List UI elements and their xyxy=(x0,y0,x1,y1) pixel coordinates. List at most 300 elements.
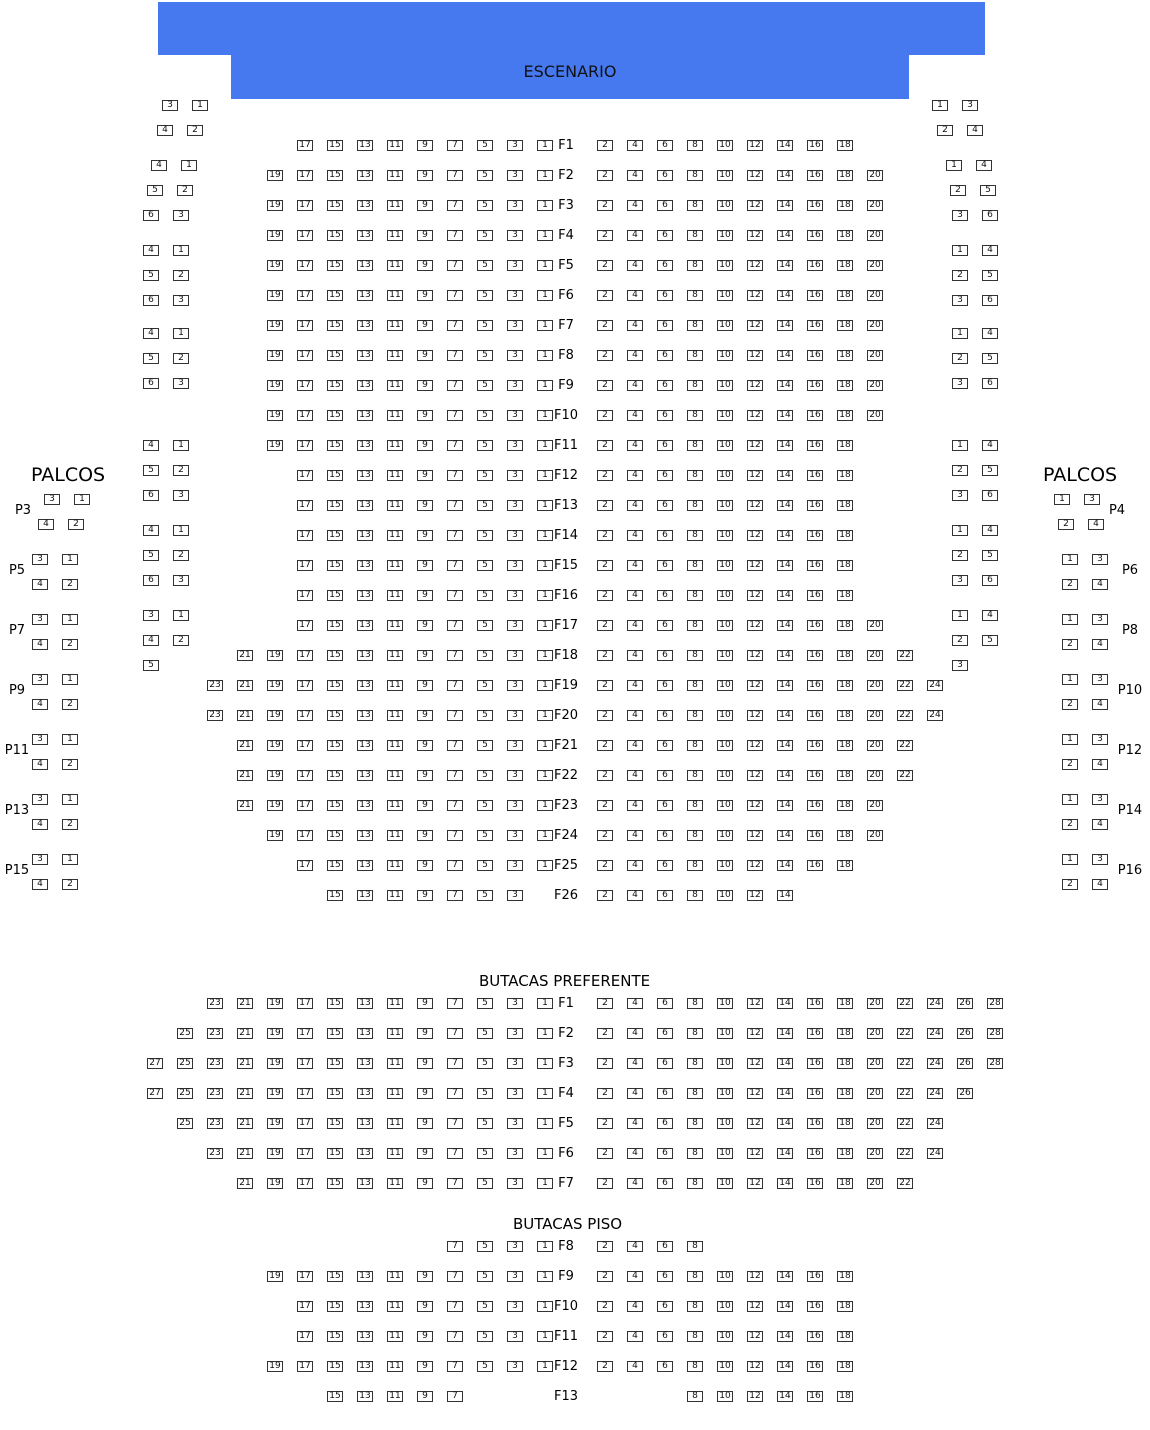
platea-seat[interactable]: 13 xyxy=(357,650,373,661)
platea-seat[interactable]: 2 xyxy=(597,650,613,661)
platea-seat[interactable]: 17 xyxy=(297,740,313,751)
preferente-seat[interactable]: 18 xyxy=(837,1178,853,1189)
piso-seat[interactable]: 11 xyxy=(387,1301,403,1312)
platea-seat[interactable]: 2 xyxy=(597,590,613,601)
platea-seat[interactable]: 15 xyxy=(327,140,343,151)
platea-seat[interactable]: 15 xyxy=(327,590,343,601)
box-right-seat[interactable]: 3 xyxy=(1092,794,1108,805)
box-left-seat[interactable]: 3 xyxy=(32,614,48,625)
preferente-seat[interactable]: 12 xyxy=(747,998,763,1009)
platea-seat[interactable]: 1 xyxy=(537,230,553,241)
platea-seat[interactable]: 20 xyxy=(867,350,883,361)
box-left-seat[interactable]: 4 xyxy=(38,519,54,530)
platea-seat[interactable]: 1 xyxy=(537,170,553,181)
preferente-seat[interactable]: 21 xyxy=(237,998,253,1009)
platea-seat[interactable]: 15 xyxy=(327,890,343,901)
platea-seat[interactable]: 4 xyxy=(627,500,643,511)
platea-seat[interactable]: 16 xyxy=(807,800,823,811)
side-left-seat[interactable]: 4 xyxy=(143,525,159,536)
piso-seat[interactable]: 12 xyxy=(747,1331,763,1342)
platea-seat[interactable]: 16 xyxy=(807,410,823,421)
platea-seat[interactable]: 6 xyxy=(657,230,673,241)
platea-seat[interactable]: 6 xyxy=(657,860,673,871)
platea-seat[interactable]: 20 xyxy=(867,770,883,781)
platea-seat[interactable]: 12 xyxy=(747,500,763,511)
preferente-seat[interactable]: 6 xyxy=(657,1148,673,1159)
preferente-seat[interactable]: 21 xyxy=(237,1178,253,1189)
platea-seat[interactable]: 15 xyxy=(327,680,343,691)
platea-seat[interactable]: 15 xyxy=(327,860,343,871)
platea-seat[interactable]: 9 xyxy=(417,410,433,421)
platea-seat[interactable]: 8 xyxy=(687,590,703,601)
preferente-seat[interactable]: 17 xyxy=(297,1088,313,1099)
platea-seat[interactable]: 6 xyxy=(657,680,673,691)
preferente-seat[interactable]: 1 xyxy=(537,998,553,1009)
preferente-seat[interactable]: 4 xyxy=(627,1058,643,1069)
platea-seat[interactable]: 7 xyxy=(447,260,463,271)
side-right-seat[interactable]: 4 xyxy=(967,125,983,136)
side-right-seat[interactable]: 2 xyxy=(952,270,968,281)
box-right-seat[interactable]: 4 xyxy=(1092,759,1108,770)
platea-seat[interactable]: 20 xyxy=(867,290,883,301)
platea-seat[interactable]: 14 xyxy=(777,890,793,901)
platea-seat[interactable]: 9 xyxy=(417,770,433,781)
platea-seat[interactable]: 12 xyxy=(747,350,763,361)
platea-seat[interactable]: 14 xyxy=(777,200,793,211)
platea-seat[interactable]: 14 xyxy=(777,320,793,331)
platea-seat[interactable]: 20 xyxy=(867,620,883,631)
platea-seat[interactable]: 9 xyxy=(417,380,433,391)
platea-seat[interactable]: 9 xyxy=(417,740,433,751)
platea-seat[interactable]: 22 xyxy=(897,680,913,691)
platea-seat[interactable]: 9 xyxy=(417,650,433,661)
platea-seat[interactable]: 16 xyxy=(807,170,823,181)
platea-seat[interactable]: 11 xyxy=(387,740,403,751)
preferente-seat[interactable]: 19 xyxy=(267,1028,283,1039)
preferente-seat[interactable]: 20 xyxy=(867,998,883,1009)
platea-seat[interactable]: 3 xyxy=(507,530,523,541)
preferente-seat[interactable]: 11 xyxy=(387,1088,403,1099)
platea-seat[interactable]: 17 xyxy=(297,140,313,151)
platea-seat[interactable]: 15 xyxy=(327,350,343,361)
platea-seat[interactable]: 17 xyxy=(297,770,313,781)
preferente-seat[interactable]: 10 xyxy=(717,1058,733,1069)
side-right-seat[interactable]: 1 xyxy=(932,100,948,111)
platea-seat[interactable]: 17 xyxy=(297,590,313,601)
piso-seat[interactable]: 17 xyxy=(297,1301,313,1312)
platea-seat[interactable]: 19 xyxy=(267,650,283,661)
platea-seat[interactable]: 6 xyxy=(657,350,673,361)
side-right-seat[interactable]: 3 xyxy=(952,490,968,501)
platea-seat[interactable]: 12 xyxy=(747,200,763,211)
preferente-seat[interactable]: 11 xyxy=(387,1178,403,1189)
piso-seat[interactable]: 8 xyxy=(687,1301,703,1312)
box-right-seat[interactable]: 1 xyxy=(1054,494,1070,505)
preferente-seat[interactable]: 4 xyxy=(627,1148,643,1159)
platea-seat[interactable]: 17 xyxy=(297,320,313,331)
platea-seat[interactable]: 14 xyxy=(777,710,793,721)
platea-seat[interactable]: 4 xyxy=(627,230,643,241)
preferente-seat[interactable]: 5 xyxy=(477,1088,493,1099)
side-right-seat[interactable]: 4 xyxy=(982,525,998,536)
platea-seat[interactable]: 6 xyxy=(657,290,673,301)
platea-seat[interactable]: 3 xyxy=(507,140,523,151)
platea-seat[interactable]: 1 xyxy=(537,200,553,211)
piso-seat[interactable]: 15 xyxy=(327,1391,343,1402)
platea-seat[interactable]: 3 xyxy=(507,680,523,691)
side-right-seat[interactable]: 2 xyxy=(950,185,966,196)
piso-seat[interactable]: 17 xyxy=(297,1361,313,1372)
platea-seat[interactable]: 13 xyxy=(357,200,373,211)
platea-seat[interactable]: 15 xyxy=(327,770,343,781)
platea-seat[interactable]: 1 xyxy=(537,710,553,721)
piso-seat[interactable]: 2 xyxy=(597,1271,613,1282)
box-left-seat[interactable]: 3 xyxy=(32,854,48,865)
platea-seat[interactable]: 8 xyxy=(687,710,703,721)
platea-seat[interactable]: 15 xyxy=(327,470,343,481)
platea-seat[interactable]: 5 xyxy=(477,440,493,451)
platea-seat[interactable]: 13 xyxy=(357,620,373,631)
preferente-seat[interactable]: 14 xyxy=(777,1118,793,1129)
piso-seat[interactable]: 10 xyxy=(717,1361,733,1372)
platea-seat[interactable]: 21 xyxy=(237,710,253,721)
piso-seat[interactable]: 19 xyxy=(267,1271,283,1282)
preferente-seat[interactable]: 7 xyxy=(447,1178,463,1189)
side-right-seat[interactable]: 2 xyxy=(952,550,968,561)
side-right-seat[interactable]: 1 xyxy=(952,525,968,536)
platea-seat[interactable]: 2 xyxy=(597,290,613,301)
preferente-seat[interactable]: 27 xyxy=(147,1088,163,1099)
platea-seat[interactable]: 14 xyxy=(777,740,793,751)
platea-seat[interactable]: 13 xyxy=(357,800,373,811)
piso-seat[interactable]: 17 xyxy=(297,1271,313,1282)
piso-seat[interactable]: 3 xyxy=(507,1271,523,1282)
platea-seat[interactable]: 6 xyxy=(657,470,673,481)
platea-seat[interactable]: 16 xyxy=(807,380,823,391)
side-right-seat[interactable]: 5 xyxy=(982,353,998,364)
platea-seat[interactable]: 7 xyxy=(447,440,463,451)
preferente-seat[interactable]: 24 xyxy=(927,1118,943,1129)
preferente-seat[interactable]: 7 xyxy=(447,1058,463,1069)
platea-seat[interactable]: 1 xyxy=(537,470,553,481)
preferente-seat[interactable]: 24 xyxy=(927,1088,943,1099)
preferente-seat[interactable]: 18 xyxy=(837,1088,853,1099)
preferente-seat[interactable]: 23 xyxy=(207,1088,223,1099)
platea-seat[interactable]: 5 xyxy=(477,680,493,691)
platea-seat[interactable]: 15 xyxy=(327,710,343,721)
preferente-seat[interactable]: 3 xyxy=(507,1178,523,1189)
preferente-seat[interactable]: 24 xyxy=(927,1148,943,1159)
piso-seat[interactable]: 2 xyxy=(597,1301,613,1312)
box-left-seat[interactable]: 4 xyxy=(32,699,48,710)
platea-seat[interactable]: 7 xyxy=(447,500,463,511)
platea-seat[interactable]: 11 xyxy=(387,680,403,691)
platea-seat[interactable]: 5 xyxy=(477,380,493,391)
piso-seat[interactable]: 3 xyxy=(507,1331,523,1342)
preferente-seat[interactable]: 17 xyxy=(297,1178,313,1189)
preferente-seat[interactable]: 6 xyxy=(657,1088,673,1099)
platea-seat[interactable]: 16 xyxy=(807,350,823,361)
box-right-seat[interactable]: 3 xyxy=(1092,554,1108,565)
side-left-seat[interactable]: 2 xyxy=(173,353,189,364)
platea-seat[interactable]: 18 xyxy=(837,230,853,241)
side-left-seat[interactable]: 4 xyxy=(157,125,173,136)
platea-seat[interactable]: 9 xyxy=(417,230,433,241)
platea-seat[interactable]: 15 xyxy=(327,230,343,241)
box-left-seat[interactable]: 4 xyxy=(32,879,48,890)
box-right-seat[interactable]: 1 xyxy=(1062,674,1078,685)
platea-seat[interactable]: 1 xyxy=(537,260,553,271)
platea-seat[interactable]: 3 xyxy=(507,470,523,481)
platea-seat[interactable]: 4 xyxy=(627,260,643,271)
piso-seat[interactable]: 1 xyxy=(537,1361,553,1372)
piso-seat[interactable]: 2 xyxy=(597,1241,613,1252)
platea-seat[interactable]: 21 xyxy=(237,650,253,661)
platea-seat[interactable]: 14 xyxy=(777,590,793,601)
preferente-seat[interactable]: 8 xyxy=(687,1178,703,1189)
piso-seat[interactable]: 16 xyxy=(807,1361,823,1372)
platea-seat[interactable]: 12 xyxy=(747,890,763,901)
box-right-seat[interactable]: 4 xyxy=(1092,699,1108,710)
piso-seat[interactable]: 6 xyxy=(657,1301,673,1312)
platea-seat[interactable]: 22 xyxy=(897,650,913,661)
piso-seat[interactable]: 10 xyxy=(717,1391,733,1402)
side-right-seat[interactable]: 5 xyxy=(982,270,998,281)
platea-seat[interactable]: 2 xyxy=(597,440,613,451)
platea-seat[interactable]: 4 xyxy=(627,530,643,541)
platea-seat[interactable]: 11 xyxy=(387,350,403,361)
preferente-seat[interactable]: 14 xyxy=(777,1178,793,1189)
preferente-seat[interactable]: 19 xyxy=(267,1118,283,1129)
platea-seat[interactable]: 6 xyxy=(657,830,673,841)
platea-seat[interactable]: 3 xyxy=(507,230,523,241)
platea-seat[interactable]: 16 xyxy=(807,320,823,331)
box-left-seat[interactable]: 2 xyxy=(62,639,78,650)
box-right-seat[interactable]: 1 xyxy=(1062,734,1078,745)
platea-seat[interactable]: 13 xyxy=(357,230,373,241)
platea-seat[interactable]: 5 xyxy=(477,140,493,151)
platea-seat[interactable]: 3 xyxy=(507,380,523,391)
piso-seat[interactable]: 8 xyxy=(687,1271,703,1282)
platea-seat[interactable]: 18 xyxy=(837,320,853,331)
platea-seat[interactable]: 4 xyxy=(627,140,643,151)
platea-seat[interactable]: 19 xyxy=(267,770,283,781)
platea-seat[interactable]: 18 xyxy=(837,140,853,151)
platea-seat[interactable]: 14 xyxy=(777,800,793,811)
preferente-seat[interactable]: 12 xyxy=(747,1088,763,1099)
preferente-seat[interactable]: 23 xyxy=(207,1058,223,1069)
platea-seat[interactable]: 8 xyxy=(687,260,703,271)
platea-seat[interactable]: 17 xyxy=(297,290,313,301)
platea-seat[interactable]: 18 xyxy=(837,530,853,541)
platea-seat[interactable]: 5 xyxy=(477,800,493,811)
preferente-seat[interactable]: 16 xyxy=(807,998,823,1009)
platea-seat[interactable]: 6 xyxy=(657,590,673,601)
platea-seat[interactable]: 8 xyxy=(687,740,703,751)
platea-seat[interactable]: 18 xyxy=(837,710,853,721)
preferente-seat[interactable]: 12 xyxy=(747,1118,763,1129)
preferente-seat[interactable]: 5 xyxy=(477,1058,493,1069)
side-left-seat[interactable]: 3 xyxy=(173,210,189,221)
platea-seat[interactable]: 2 xyxy=(597,230,613,241)
box-right-seat[interactable]: 2 xyxy=(1062,819,1078,830)
preferente-seat[interactable]: 3 xyxy=(507,1058,523,1069)
piso-seat[interactable]: 18 xyxy=(837,1391,853,1402)
platea-seat[interactable]: 15 xyxy=(327,320,343,331)
preferente-seat[interactable]: 15 xyxy=(327,1118,343,1129)
platea-seat[interactable]: 18 xyxy=(837,560,853,571)
platea-seat[interactable]: 20 xyxy=(867,260,883,271)
piso-seat[interactable]: 14 xyxy=(777,1361,793,1372)
platea-seat[interactable]: 14 xyxy=(777,770,793,781)
platea-seat[interactable]: 17 xyxy=(297,560,313,571)
platea-seat[interactable]: 20 xyxy=(867,410,883,421)
side-left-seat[interactable]: 1 xyxy=(173,525,189,536)
preferente-seat[interactable]: 19 xyxy=(267,1148,283,1159)
preferente-seat[interactable]: 24 xyxy=(927,998,943,1009)
preferente-seat[interactable]: 6 xyxy=(657,1028,673,1039)
platea-seat[interactable]: 18 xyxy=(837,440,853,451)
platea-seat[interactable]: 4 xyxy=(627,440,643,451)
platea-seat[interactable]: 20 xyxy=(867,680,883,691)
preferente-seat[interactable]: 24 xyxy=(927,1058,943,1069)
platea-seat[interactable]: 16 xyxy=(807,770,823,781)
platea-seat[interactable]: 11 xyxy=(387,290,403,301)
preferente-seat[interactable]: 21 xyxy=(237,1088,253,1099)
platea-seat[interactable]: 13 xyxy=(357,260,373,271)
piso-seat[interactable]: 18 xyxy=(837,1271,853,1282)
platea-seat[interactable]: 6 xyxy=(657,530,673,541)
platea-seat[interactable]: 5 xyxy=(477,500,493,511)
platea-seat[interactable]: 15 xyxy=(327,740,343,751)
platea-seat[interactable]: 19 xyxy=(267,200,283,211)
preferente-seat[interactable]: 13 xyxy=(357,1148,373,1159)
platea-seat[interactable]: 4 xyxy=(627,560,643,571)
box-left-seat[interactable]: 3 xyxy=(32,794,48,805)
platea-seat[interactable]: 9 xyxy=(417,500,433,511)
preferente-seat[interactable]: 20 xyxy=(867,1028,883,1039)
preferente-seat[interactable]: 12 xyxy=(747,1058,763,1069)
platea-seat[interactable]: 4 xyxy=(627,320,643,331)
platea-seat[interactable]: 6 xyxy=(657,170,673,181)
platea-seat[interactable]: 7 xyxy=(447,320,463,331)
platea-seat[interactable]: 16 xyxy=(807,680,823,691)
side-left-seat[interactable]: 6 xyxy=(143,378,159,389)
platea-seat[interactable]: 9 xyxy=(417,560,433,571)
platea-seat[interactable]: 1 xyxy=(537,830,553,841)
preferente-seat[interactable]: 9 xyxy=(417,1088,433,1099)
platea-seat[interactable]: 13 xyxy=(357,440,373,451)
platea-seat[interactable]: 2 xyxy=(597,260,613,271)
piso-seat[interactable]: 15 xyxy=(327,1361,343,1372)
platea-seat[interactable]: 10 xyxy=(717,800,733,811)
piso-seat[interactable]: 13 xyxy=(357,1271,373,1282)
platea-seat[interactable]: 11 xyxy=(387,530,403,541)
platea-seat[interactable]: 6 xyxy=(657,620,673,631)
piso-seat[interactable]: 16 xyxy=(807,1271,823,1282)
preferente-seat[interactable]: 20 xyxy=(867,1178,883,1189)
platea-seat[interactable]: 12 xyxy=(747,680,763,691)
platea-seat[interactable]: 14 xyxy=(777,650,793,661)
side-left-seat[interactable]: 5 xyxy=(143,353,159,364)
platea-seat[interactable]: 10 xyxy=(717,170,733,181)
preferente-seat[interactable]: 3 xyxy=(507,1028,523,1039)
platea-seat[interactable]: 14 xyxy=(777,170,793,181)
platea-seat[interactable]: 23 xyxy=(207,680,223,691)
piso-seat[interactable]: 9 xyxy=(417,1301,433,1312)
preferente-seat[interactable]: 14 xyxy=(777,1148,793,1159)
platea-seat[interactable]: 7 xyxy=(447,170,463,181)
platea-seat[interactable]: 24 xyxy=(927,680,943,691)
platea-seat[interactable]: 14 xyxy=(777,290,793,301)
platea-seat[interactable]: 2 xyxy=(597,740,613,751)
box-right-seat[interactable]: 4 xyxy=(1092,879,1108,890)
platea-seat[interactable]: 20 xyxy=(867,320,883,331)
platea-seat[interactable]: 7 xyxy=(447,890,463,901)
platea-seat[interactable]: 18 xyxy=(837,830,853,841)
preferente-seat[interactable]: 14 xyxy=(777,1088,793,1099)
platea-seat[interactable]: 14 xyxy=(777,560,793,571)
platea-seat[interactable]: 7 xyxy=(447,350,463,361)
piso-seat[interactable]: 12 xyxy=(747,1271,763,1282)
platea-seat[interactable]: 16 xyxy=(807,620,823,631)
platea-seat[interactable]: 6 xyxy=(657,650,673,661)
box-left-seat[interactable]: 1 xyxy=(74,494,90,505)
platea-seat[interactable]: 6 xyxy=(657,560,673,571)
platea-seat[interactable]: 11 xyxy=(387,500,403,511)
box-left-seat[interactable]: 4 xyxy=(32,759,48,770)
preferente-seat[interactable]: 15 xyxy=(327,998,343,1009)
platea-seat[interactable]: 1 xyxy=(537,800,553,811)
platea-seat[interactable]: 18 xyxy=(837,680,853,691)
preferente-seat[interactable]: 23 xyxy=(207,1028,223,1039)
piso-seat[interactable]: 5 xyxy=(477,1361,493,1372)
side-right-seat[interactable]: 5 xyxy=(980,185,996,196)
preferente-seat[interactable]: 10 xyxy=(717,1148,733,1159)
preferente-seat[interactable]: 22 xyxy=(897,1118,913,1129)
preferente-seat[interactable]: 5 xyxy=(477,998,493,1009)
piso-seat[interactable]: 7 xyxy=(447,1391,463,1402)
preferente-seat[interactable]: 9 xyxy=(417,998,433,1009)
platea-seat[interactable]: 12 xyxy=(747,140,763,151)
platea-seat[interactable]: 22 xyxy=(897,770,913,781)
platea-seat[interactable]: 10 xyxy=(717,590,733,601)
preferente-seat[interactable]: 27 xyxy=(147,1058,163,1069)
platea-seat[interactable]: 9 xyxy=(417,860,433,871)
side-left-seat[interactable]: 1 xyxy=(181,160,197,171)
piso-seat[interactable]: 12 xyxy=(747,1391,763,1402)
preferente-seat[interactable]: 2 xyxy=(597,998,613,1009)
preferente-seat[interactable]: 24 xyxy=(927,1028,943,1039)
preferente-seat[interactable]: 2 xyxy=(597,1088,613,1099)
platea-seat[interactable]: 3 xyxy=(507,560,523,571)
platea-seat[interactable]: 10 xyxy=(717,290,733,301)
platea-seat[interactable]: 19 xyxy=(267,740,283,751)
platea-seat[interactable]: 16 xyxy=(807,590,823,601)
box-right-seat[interactable]: 4 xyxy=(1092,639,1108,650)
side-right-seat[interactable]: 6 xyxy=(982,575,998,586)
platea-seat[interactable]: 14 xyxy=(777,500,793,511)
platea-seat[interactable]: 13 xyxy=(357,590,373,601)
piso-seat[interactable]: 7 xyxy=(447,1271,463,1282)
preferente-seat[interactable]: 15 xyxy=(327,1028,343,1039)
platea-seat[interactable]: 8 xyxy=(687,470,703,481)
preferente-seat[interactable]: 15 xyxy=(327,1178,343,1189)
platea-seat[interactable]: 9 xyxy=(417,440,433,451)
preferente-seat[interactable]: 22 xyxy=(897,1028,913,1039)
preferente-seat[interactable]: 1 xyxy=(537,1088,553,1099)
box-right-seat[interactable]: 4 xyxy=(1092,579,1108,590)
